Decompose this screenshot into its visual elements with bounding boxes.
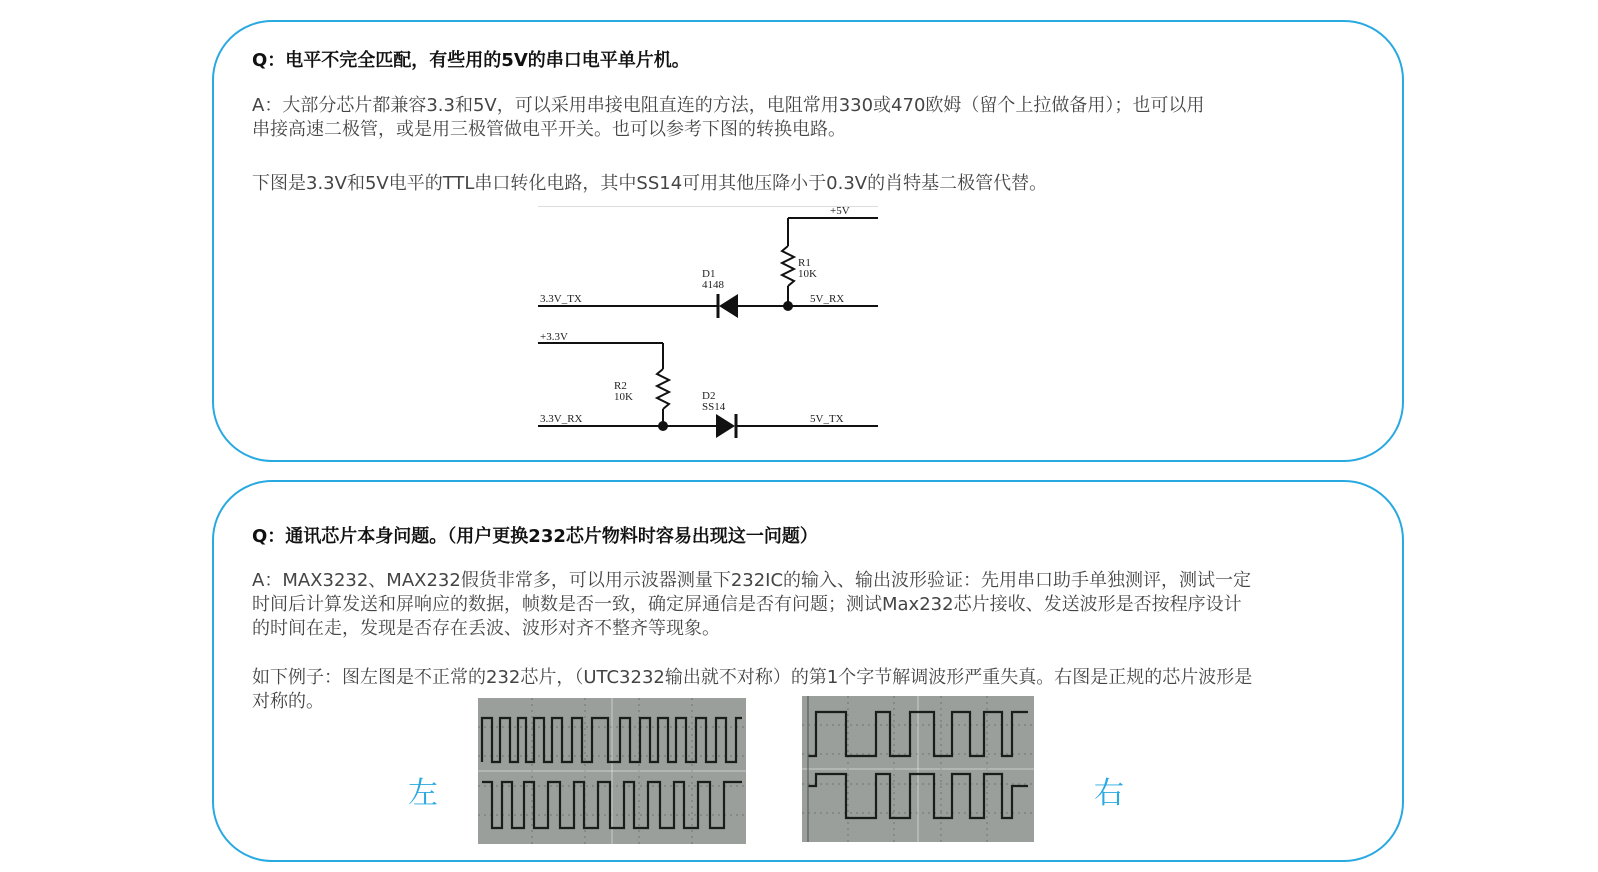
label-plus-5v: +5V bbox=[830, 206, 850, 217]
label-3v3-rx: 3.3V_RX bbox=[540, 413, 583, 425]
answer-chip-quality bbox=[252, 569, 1251, 641]
d2-diode bbox=[716, 414, 735, 438]
label-r2: R2 bbox=[614, 380, 627, 392]
right-label: 右 bbox=[1094, 776, 1124, 811]
oscilloscope-image-irregular bbox=[478, 698, 746, 844]
answer-line: 的时间在走，发现是否存在丢波、波形对齐不整齐等现象。 bbox=[252, 618, 720, 639]
question-chip-quality: Q：通讯芯片本身问题。（用户更换232芯片物料时容易出现这一问题） bbox=[252, 526, 818, 547]
label-5v-rx: 5V_RX bbox=[810, 293, 845, 305]
left-label: 左 bbox=[408, 776, 438, 811]
label-d2-value: SS14 bbox=[702, 401, 726, 413]
waveform-regular bbox=[802, 696, 1034, 842]
question-level-mismatch: Q：电平不完全匹配，有些用的5V的串口电平单片机。 bbox=[252, 50, 690, 71]
answer-line: A：大部分芯片都兼容3.3和5V，可以采用串接电阻直连的方法，电阻常用330或470欧姆（留个上拉做备用）；也可以用 bbox=[252, 95, 1205, 116]
label-3v3-tx: 3.3V_TX bbox=[540, 293, 582, 305]
junction-dot bbox=[783, 301, 793, 311]
r1-resistor bbox=[782, 246, 794, 286]
level-shift-circuit-diagram bbox=[538, 206, 884, 442]
label-d2: D2 bbox=[702, 390, 716, 402]
label-d1-value: 4148 bbox=[702, 279, 724, 291]
label-5v-tx: 5V_TX bbox=[810, 413, 844, 425]
answer-line: A：MAX3232、MAX232假货非常多，可以用示波器测量下232IC的输入、输出波形验证：先用串口助手单独测评，测试一定 bbox=[252, 570, 1252, 591]
label-plus-3v3: +3.3V bbox=[540, 331, 568, 343]
example-line: 对称的。 bbox=[252, 691, 324, 712]
circuit-note: 下图是3.3V和5V电平的TTL串口转化电路，其中SS14可用其他压降小于0.3V的肖特基二极管代替。 bbox=[252, 173, 1048, 194]
label-r1: R1 bbox=[798, 257, 811, 269]
answer-level-mismatch bbox=[252, 94, 1204, 142]
example-line: 如下例子：图左图是不正常的232芯片，（UTC3232输出就不对称）的第1个字节解调波形严重失真。右图是正规的芯片波形是 bbox=[252, 667, 1253, 688]
oscilloscope-image-regular bbox=[802, 696, 1034, 842]
answer-line: 时间后计算发送和屏响应的数据，帧数是否一致，确定屏通信是否有问题；测试Max232芯片接收、发送波形是否按程序设计 bbox=[252, 594, 1242, 615]
label-d1: D1 bbox=[702, 268, 716, 280]
waveform-irregular bbox=[478, 698, 746, 844]
junction-dot bbox=[658, 421, 668, 431]
label-r2-value: 10K bbox=[614, 391, 633, 403]
answer-line: 串接高速二极管，或是用三极管做电平开关。也可以参考下图的转换电路。 bbox=[252, 119, 846, 140]
label-r1-value: 10K bbox=[798, 268, 817, 280]
r2-resistor bbox=[657, 369, 669, 409]
d1-diode bbox=[719, 294, 738, 318]
example-text bbox=[252, 666, 1252, 714]
